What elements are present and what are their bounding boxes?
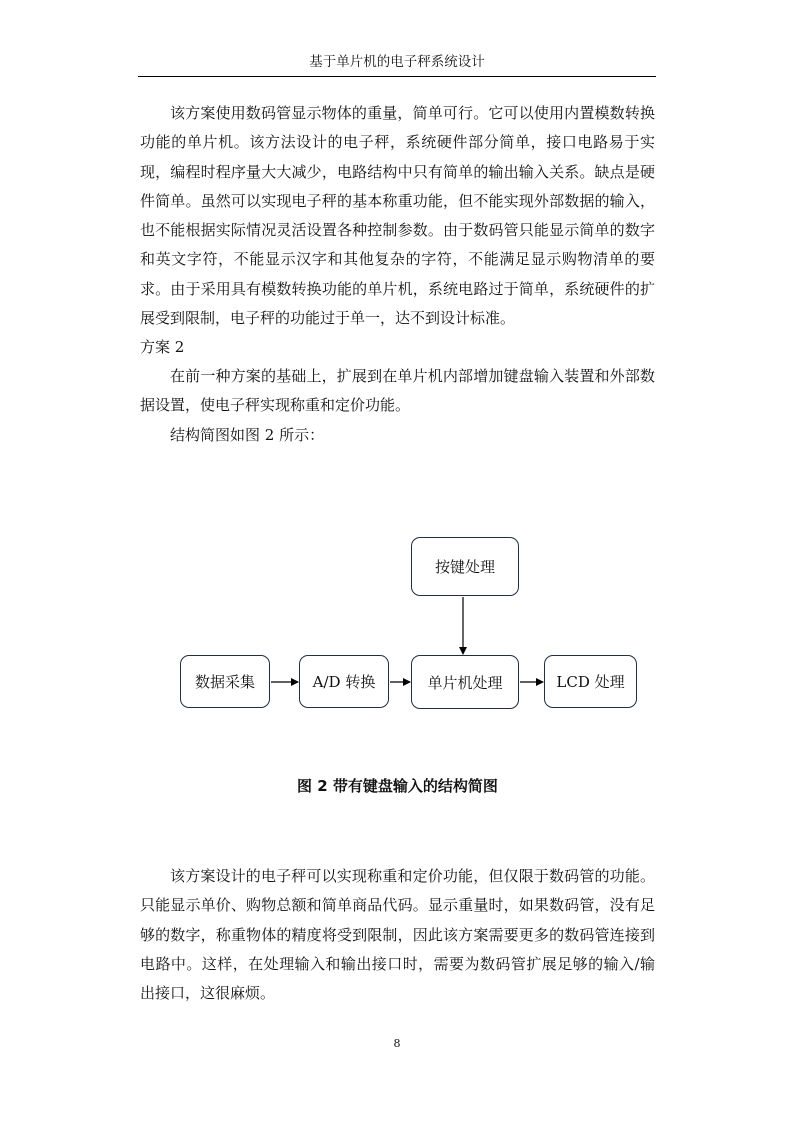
diagram-box-data-label: 数据采集 xyxy=(194,673,255,691)
body-paragraph-2: 在前一种方案的基础上，扩展到在单片机内部增加键盘输入装置和外部数据设置，使电子秤实现称重和定价功能。 xyxy=(140,367,655,415)
page-number: 8 xyxy=(393,1037,401,1050)
diagram-box-ad-conversion xyxy=(299,655,389,708)
section-label-scheme-2: 方案 2 xyxy=(140,338,185,356)
body-paragraph-4: 该方案设计的电子秤可以实现称重和定价功能，但仅限于数码管的功能。只能显示单价、购物总额和简单商品代码。显示重量时，如果数码管，没有足够的数字，称重物体的精度将受到限制，因此该方案需要更多的数码管连接到电路中。这样，在处理输入和输出接口时，需要为数码管扩展足够的输入/输出接口，这很麻烦。 xyxy=(140,867,655,1003)
diagram-box-lcd-label: LCD 处理 xyxy=(556,673,625,691)
diagram-box-key-label: 按键处理 xyxy=(434,558,495,576)
diagram-box-mcu-label: 单片机处理 xyxy=(427,673,503,692)
diagram-box-key-processing xyxy=(411,537,519,596)
body-paragraph-1: 该方案使用数码管显示物体的重量，简单可行。它可以使用内置模数转换功能的单片机。该方法设计的电子秤，系统硬件部分简单，接口电路易于实现，编程时程序量大大减少，电路结构中只有简单的输出输入关系。缺点是硬件简单。虽然可以实现电子秤的基本称重功能，但不能实现外部数据的输入，也不能根据实际情况灵活设置各种控制参数。由于数码管只能显示简单的数字和英文字符，不能显示汉字和其他复杂的字符，不能满足显示购物清单的要求。由于采用具有模数转换功能的单片机，系统电路过于简单，系统硬件的扩展受到限制，电子秤的功能过于单一，达不到设计标准。 xyxy=(140,104,655,328)
header-divider xyxy=(138,76,656,77)
diagram-box-ad-label: A/D 转换 xyxy=(312,673,376,691)
diagram-box-mcu-processing xyxy=(411,655,519,709)
page-header-title: 基于单片机的电子秤系统设计 xyxy=(309,54,485,70)
diagram-box-lcd-processing xyxy=(544,655,637,708)
body-paragraph-3: 结构简图如图 2 所示： xyxy=(170,426,325,444)
figure-caption: 图 2 带有键盘输入的结构简图 xyxy=(297,777,498,795)
diagram-box-data-acquisition xyxy=(180,655,270,708)
